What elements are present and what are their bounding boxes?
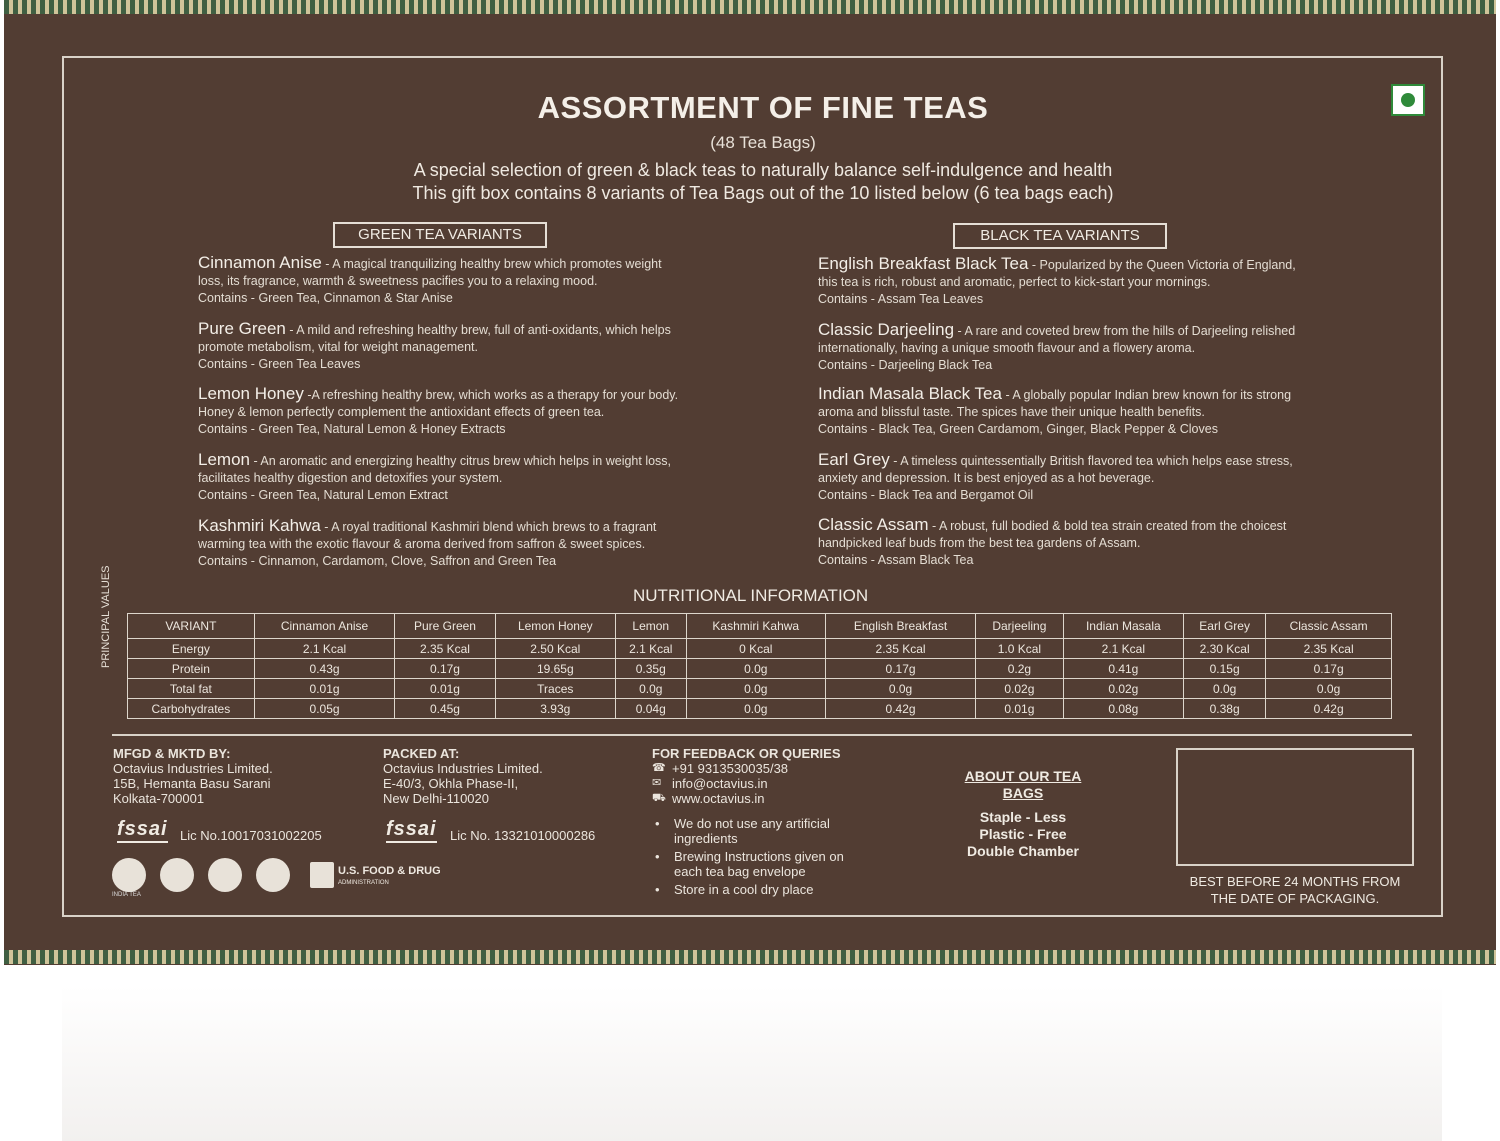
list-item — [198, 451, 688, 504]
table-cell: 0.0g — [826, 679, 976, 699]
list-item — [818, 516, 1308, 569]
darjeeling-seal-icon — [208, 858, 242, 892]
list-item — [818, 451, 1308, 504]
table-cell: Traces — [495, 679, 615, 699]
list-item — [818, 321, 1308, 374]
black-tea-badge: BLACK TEA VARIANTS — [953, 223, 1167, 249]
variant-desc: -A refreshing healthy brew, which works as a therapy for your body. Honey & lemon perfectly complement the antioxidant effects of green tea. — [198, 388, 679, 419]
variant-name: Pure Green — [198, 319, 286, 338]
about-heading: ABOUT OUR TEA BAGS — [964, 768, 1082, 801]
iso-22000-seal-icon — [256, 858, 290, 892]
table-cell: 0.38g — [1184, 699, 1266, 719]
globe-seal-icon — [160, 858, 194, 892]
list-item — [198, 385, 688, 438]
packed-line: New Delhi-110020 — [383, 791, 489, 806]
fda-logo-icon — [310, 862, 334, 888]
variant-name: Lemon Honey — [198, 384, 304, 403]
table-cell: 2.35 Kcal — [1266, 639, 1392, 659]
variant-contains: Contains - Green Tea, Natural Lemon & Honey Extracts — [198, 422, 506, 436]
variant-contains: Contains - Darjeeling Black Tea — [818, 358, 993, 372]
variant-contains: Contains - Green Tea, Natural Lemon Extract — [198, 488, 448, 502]
page-subtitle: (48 Tea Bags) — [710, 133, 816, 152]
intro-line-1: A special selection of green & black teas to naturally balance self-indulgence and health — [413, 160, 1113, 180]
feedback-block — [652, 746, 841, 806]
variant-name: Indian Masala Black Tea — [818, 384, 1002, 403]
table-cell: 0.04g — [616, 699, 687, 719]
table-cell: 0.01g — [395, 679, 495, 699]
table-cell: 2.35 Kcal — [395, 639, 495, 659]
list-item: • We do not use any artificial ingredients — [652, 816, 872, 846]
divider — [112, 734, 1412, 736]
top-stripe-border — [4, 0, 1496, 14]
table-cell: 0.42g — [826, 699, 976, 719]
column-header: Lemon Honey — [495, 614, 615, 639]
table-cell: 0.0g — [686, 659, 825, 679]
box-reflection — [62, 985, 1442, 1141]
fssai-logo: fssai — [117, 818, 168, 843]
bottom-stripe-border — [4, 950, 1496, 964]
packed-line: Octavius Industries Limited. — [383, 761, 543, 776]
manufacturer-address — [113, 746, 273, 806]
table-cell: 0.45g — [395, 699, 495, 719]
variant-desc: - Popularized by the Queen Victoria of England, this tea is rich, robust and aromatic, perfect to kick-start your mornings. — [818, 258, 1296, 289]
nutrition-title: NUTRITIONAL INFORMATION — [633, 586, 869, 605]
email-row — [652, 776, 841, 791]
row-label: Energy — [128, 639, 255, 659]
mfgd-line: Kolkata-700001 — [113, 791, 205, 806]
table-cell: 0.08g — [1063, 699, 1183, 719]
column-header: English Breakfast — [826, 614, 976, 639]
list-item — [818, 385, 1308, 438]
variant-contains: Contains - Assam Black Tea — [818, 553, 974, 567]
variant-contains: Contains - Black Tea, Green Cardamom, Ginger, Black Pepper & Cloves — [818, 422, 1218, 436]
india-tea-label: INDIA TEA — [112, 892, 141, 898]
variant-name: Earl Grey — [818, 450, 890, 469]
row-label: Total fat — [128, 679, 255, 699]
packed-license: Lic No. 13321010000286 — [450, 828, 596, 843]
table-cell: 2.1 Kcal — [254, 639, 395, 659]
variant-desc: - A mild and refreshing healthy brew, full of anti-oxidants, which helps promote metabolism, vital for weight management. — [198, 323, 671, 354]
variant-desc: - A timeless quintessentially British flavored tea which helps ease stress, anxiety and depression. It is best enjoyed as a hot beverage. — [818, 454, 1293, 485]
table-header-row — [128, 614, 1392, 639]
variant-desc: - A rare and coveted brew from the hills of Darjeeling relished internationally, having a unique smooth flavour and a flowery aroma. — [818, 324, 1296, 355]
table-row — [128, 659, 1392, 679]
variant-desc: - A royal traditional Kashmiri blend which brews to a fragrant warming tea with the exotic flavour & aroma derived from saffron & sweet spices. — [198, 520, 657, 551]
table-cell: 2.35 Kcal — [826, 639, 976, 659]
table-cell: 2.30 Kcal — [1184, 639, 1266, 659]
table-row — [128, 679, 1392, 699]
column-header: Darjeeling — [976, 614, 1064, 639]
email-address: info@octavius.in — [672, 776, 768, 791]
list-item: • Store in a cool dry place — [652, 882, 872, 897]
list-item — [198, 517, 688, 570]
email-icon: ✉ — [652, 777, 662, 789]
variant-contains: Contains - Green Tea, Cinnamon & Star Anise — [198, 291, 453, 305]
table-cell: 2.1 Kcal — [1063, 639, 1183, 659]
principal-values-label: PRINCIPAL VALUES — [100, 565, 112, 668]
intro-line-2: This gift box contains 8 variants of Tea Bags out of the 10 listed below (6 tea bags each) — [412, 183, 1114, 203]
column-header: Kashmiri Kahwa — [686, 614, 825, 639]
phone-icon: ☎ — [652, 762, 666, 774]
table-cell: 0.02g — [976, 679, 1064, 699]
table-cell: 0.0g — [686, 699, 825, 719]
variant-contains: Contains - Assam Tea Leaves — [818, 292, 984, 306]
about-tea-bags — [943, 768, 1103, 860]
table-cell: 0.35g — [616, 659, 687, 679]
table-cell: 0.0g — [1266, 679, 1392, 699]
table-cell: 0.41g — [1063, 659, 1183, 679]
variant-desc: - A robust, full bodied & bold tea strain created from the choicest handpicked leaf buds from the best tea gardens of Assam. — [818, 519, 1287, 550]
packed-line: E-40/3, Okhla Phase-II, — [383, 776, 519, 791]
column-header: Pure Green — [395, 614, 495, 639]
phone-number: +91 9313530035/38 — [672, 761, 789, 776]
table-cell: 0.0g — [1184, 679, 1266, 699]
list-item — [818, 255, 1308, 308]
about-line: Staple - Less — [979, 809, 1067, 825]
list-item — [198, 254, 688, 307]
mfgd-license: Lic No.10017031002205 — [180, 828, 322, 843]
table-cell: 0.42g — [1266, 699, 1392, 719]
variant-desc: - An aromatic and energizing healthy citrus brew which helps in weight loss, facilitates healthy digestion and detoxifies your system. — [198, 454, 672, 485]
web-row — [652, 791, 841, 806]
variant-contains: Contains - Green Tea Leaves — [198, 357, 361, 371]
variant-name: Lemon — [198, 450, 250, 469]
row-label: Protein — [128, 659, 255, 679]
table-cell: 1.0 Kcal — [976, 639, 1064, 659]
row-label: Carbohydrates — [128, 699, 255, 719]
fda-name — [338, 865, 441, 889]
column-header: Earl Grey — [1184, 614, 1266, 639]
table-cell: 0.01g — [976, 699, 1064, 719]
table-cell: 0.0g — [616, 679, 687, 699]
column-header: VARIANT — [128, 614, 255, 639]
mfgd-line: 15B, Hemanta Basu Sarani — [113, 776, 271, 791]
table-cell: 0.17g — [1266, 659, 1392, 679]
variant-name: Kashmiri Kahwa — [198, 516, 321, 535]
variant-name: English Breakfast Black Tea — [818, 254, 1029, 273]
about-line: Plastic - Free — [979, 826, 1067, 842]
table-cell: 0.05g — [254, 699, 395, 719]
cart-icon: ⛟ — [652, 792, 666, 804]
table-cell: 0.17g — [395, 659, 495, 679]
table-cell: 0.17g — [826, 659, 976, 679]
table-cell: 2.50 Kcal — [495, 639, 615, 659]
table-cell: 0.01g — [254, 679, 395, 699]
list-item — [198, 320, 688, 373]
table-cell: 0.43g — [254, 659, 395, 679]
column-header: Indian Masala — [1063, 614, 1183, 639]
fda-title: U.S. FOOD & DRUG — [338, 865, 441, 877]
mfgd-line: Octavius Industries Limited. — [113, 761, 273, 776]
column-header: Classic Assam — [1266, 614, 1392, 639]
table-cell: 0.2g — [976, 659, 1064, 679]
table-row — [128, 639, 1392, 659]
variant-name: Classic Darjeeling — [818, 320, 955, 339]
column-header: Lemon — [616, 614, 687, 639]
fda-subtitle: ADMINISTRATION — [338, 880, 389, 886]
feedback-heading: FOR FEEDBACK OR QUERIES — [652, 746, 841, 761]
nutrition-table — [127, 613, 1392, 719]
column-header: Cinnamon Anise — [254, 614, 395, 639]
batch-info-box — [1176, 748, 1414, 866]
india-tea-logo-icon — [112, 858, 146, 892]
best-before-line: BEST BEFORE 24 MONTHS FROM — [1189, 874, 1401, 889]
variant-desc: - A globally popular Indian brew known for its strong aroma and blissful taste. The spices have their unique health benefits. — [818, 388, 1292, 419]
about-line: Double Chamber — [966, 843, 1079, 859]
variant-contains: Contains - Black Tea and Bergamot Oil — [818, 488, 1034, 502]
variant-name: Classic Assam — [818, 515, 929, 534]
green-tea-badge: GREEN TEA VARIANTS — [333, 222, 547, 248]
table-cell: 19.65g — [495, 659, 615, 679]
notes-list — [652, 816, 872, 900]
table-cell: 0.02g — [1063, 679, 1183, 699]
best-before — [1176, 873, 1414, 907]
table-cell: 0.15g — [1184, 659, 1266, 679]
list-item: • Brewing Instructions given on each tea bag envelope — [652, 849, 872, 879]
packed-heading: PACKED AT: — [383, 746, 460, 761]
table-row — [128, 699, 1392, 719]
page-title: ASSORTMENT OF FINE TEAS — [537, 90, 989, 125]
variant-name: Cinnamon Anise — [198, 253, 322, 272]
variant-contains: Contains - Cinnamon, Cardamom, Clove, Saffron and Green Tea — [198, 554, 557, 568]
table-cell: 3.93g — [495, 699, 615, 719]
best-before-line: THE DATE OF PACKAGING. — [1210, 891, 1380, 906]
fssai-logo: fssai — [386, 818, 437, 843]
table-cell: 0 Kcal — [686, 639, 825, 659]
table-cell: 0.0g — [686, 679, 825, 699]
website: www.octavius.in — [672, 791, 765, 806]
packer-address — [383, 746, 543, 806]
mfgd-heading: MFGD & MKTD BY: — [113, 746, 231, 761]
variant-desc: - A magical tranquilizing healthy brew which promotes weight loss, its fragrance, warmth & sweetness pacifies you to a relaxing mood. — [198, 257, 662, 288]
phone-row — [652, 761, 841, 776]
table-cell: 2.1 Kcal — [616, 639, 687, 659]
